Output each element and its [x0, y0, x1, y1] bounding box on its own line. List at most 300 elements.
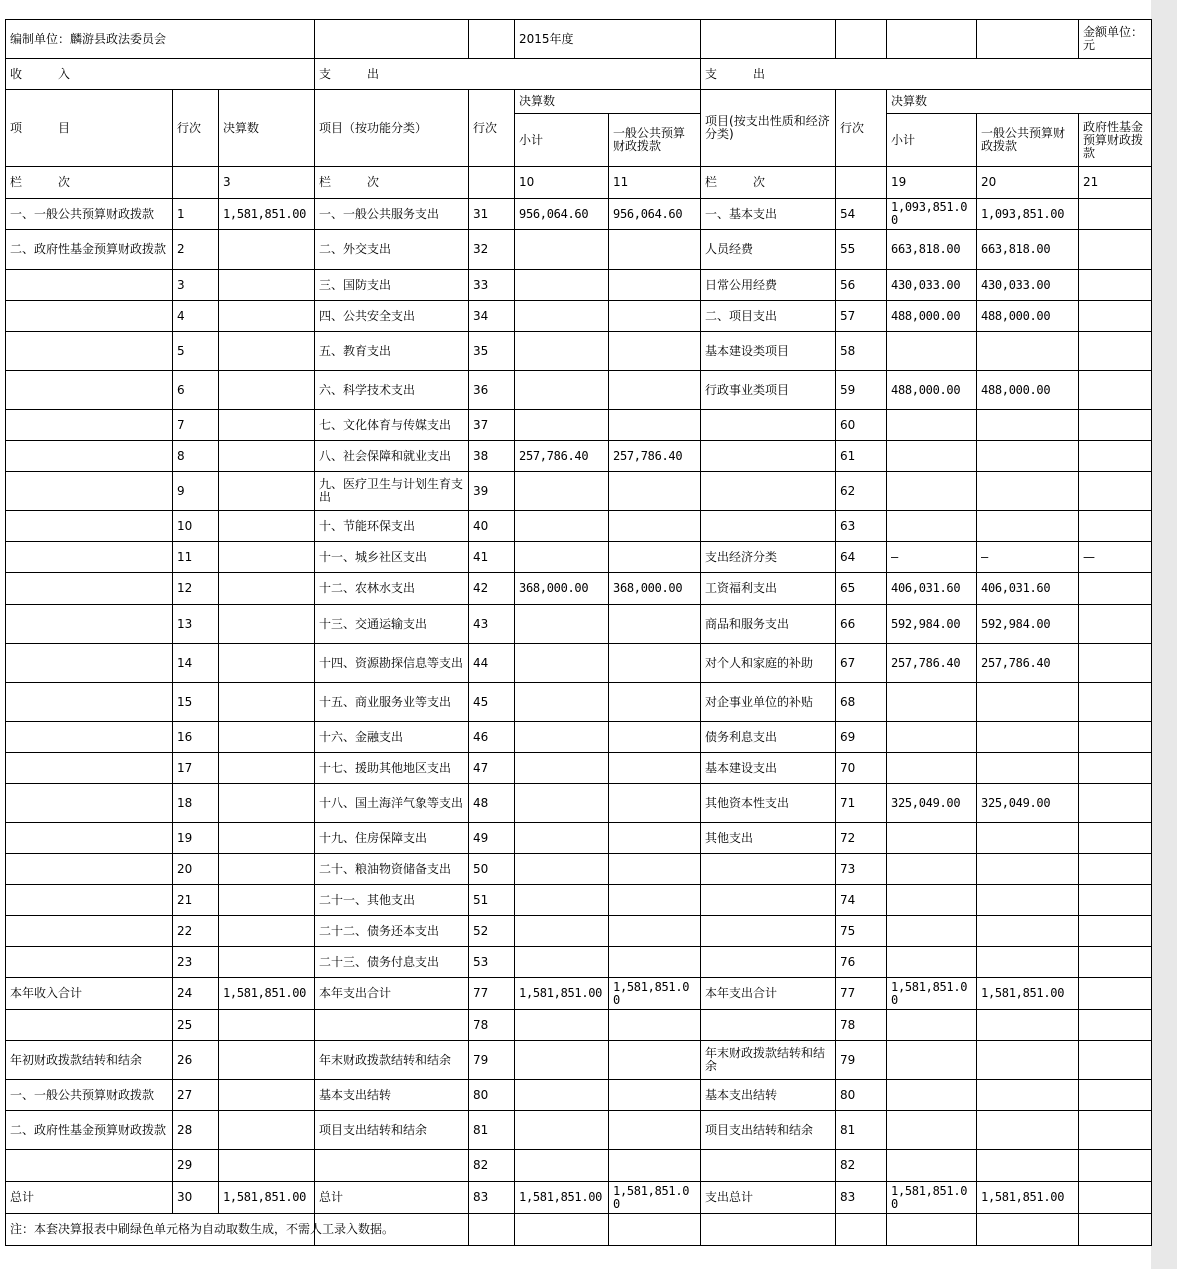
table-row	[6, 410, 1152, 441]
cell-c	[219, 605, 315, 644]
cell-j	[887, 332, 977, 371]
cell-c	[219, 823, 315, 854]
cell-a	[6, 683, 173, 722]
cell-k	[977, 753, 1079, 784]
cell-a	[6, 410, 173, 441]
cell-f	[515, 916, 609, 947]
cell-i: 60	[836, 410, 887, 441]
cell-f	[515, 854, 609, 885]
cell-c	[219, 753, 315, 784]
cell-h: 工资福利支出	[701, 573, 836, 605]
cell-i: 57	[836, 301, 887, 332]
cell-c	[219, 916, 315, 947]
cell-l	[1079, 230, 1152, 270]
cell-l	[1079, 978, 1152, 1010]
cell-b: 1	[173, 199, 219, 230]
cell-j	[887, 472, 977, 511]
cell-c	[219, 230, 315, 270]
cell-g	[609, 753, 701, 784]
cell-g	[609, 542, 701, 573]
cell-b: 30	[173, 1182, 219, 1214]
cell-c	[219, 784, 315, 823]
cell-g: 956,064.60	[609, 199, 701, 230]
cell-l	[1079, 823, 1152, 854]
cell-k: 1,093,851.00	[977, 199, 1079, 230]
cell-i: 66	[836, 605, 887, 644]
header-row	[6, 20, 1152, 59]
cell-f	[515, 823, 609, 854]
note-text: 注：本套决算报表中刷绿色单元格为自动取数生成，不需人工录入数据。	[6, 1214, 315, 1246]
cell-f	[515, 1010, 609, 1041]
cell-d: 十五、商业服务业等支出	[315, 683, 469, 722]
cell-k: 257,786.40	[977, 644, 1079, 683]
cell-d: 七、文化体育与传媒支出	[315, 410, 469, 441]
cell-b: 26	[173, 1041, 219, 1080]
cell-g	[609, 270, 701, 301]
cell-d: 二、外交支出	[315, 230, 469, 270]
cell-g	[609, 1150, 701, 1182]
table-row	[6, 1010, 1152, 1041]
col-subtotal-3: 小计	[887, 114, 977, 167]
cell-d: 六、科学技术支出	[315, 371, 469, 410]
cell-l	[1079, 1150, 1152, 1182]
cell-i: 71	[836, 784, 887, 823]
cell-g	[609, 472, 701, 511]
cell-h: 基本支出结转	[701, 1080, 836, 1111]
cell-a	[6, 784, 173, 823]
cell-k	[977, 441, 1079, 472]
cell-h	[701, 854, 836, 885]
cell-b: 23	[173, 947, 219, 978]
cell-k	[977, 1150, 1079, 1182]
cell-d: 二十一、其他支出	[315, 885, 469, 916]
cell-e: 41	[469, 542, 515, 573]
cell-l	[1079, 916, 1152, 947]
cell-h: 债务利息支出	[701, 722, 836, 753]
cell-j	[887, 683, 977, 722]
cell-d: 十八、国土海洋气象等支出	[315, 784, 469, 823]
cell-c	[219, 301, 315, 332]
cell-a	[6, 511, 173, 542]
cell-i: 73	[836, 854, 887, 885]
cell-k	[977, 472, 1079, 511]
cell-g	[609, 511, 701, 542]
cell-j	[887, 947, 977, 978]
cell-d: 总计	[315, 1182, 469, 1214]
cell-f	[515, 472, 609, 511]
col-general-budget-3: 一般公共预算财政拨款	[977, 114, 1079, 167]
cell-e: 34	[469, 301, 515, 332]
cell-d: 基本支出结转	[315, 1080, 469, 1111]
cell-h: 年末财政拨款结转和结余	[701, 1041, 836, 1080]
cell-d: 十七、援助其他地区支出	[315, 753, 469, 784]
cell-a: 二、政府性基金预算财政拨款	[6, 1111, 173, 1150]
cell-l	[1079, 410, 1152, 441]
cell-h: 支出总计	[701, 1182, 836, 1214]
cell-j: 430,033.00	[887, 270, 977, 301]
col-final-2: 决算数	[515, 90, 701, 114]
cell-d: 二十二、债务还本支出	[315, 916, 469, 947]
col-line: 行次	[173, 90, 219, 167]
cell-a	[6, 1150, 173, 1182]
cell-a	[6, 1010, 173, 1041]
cell-c	[219, 854, 315, 885]
cell-h: 商品和服务支出	[701, 605, 836, 644]
cell-b: 8	[173, 441, 219, 472]
cell-b: 11	[173, 542, 219, 573]
cell-c	[219, 270, 315, 301]
cell-h: 日常公用经费	[701, 270, 836, 301]
cell-j	[887, 1041, 977, 1080]
cell-b: 2	[173, 230, 219, 270]
cell-k	[977, 410, 1079, 441]
table-row	[6, 441, 1152, 472]
cell-d: 十九、住房保障支出	[315, 823, 469, 854]
cell-e: 82	[469, 1150, 515, 1182]
cell-h: 人员经费	[701, 230, 836, 270]
cell-e: 40	[469, 511, 515, 542]
cell-h: 项目支出结转和结余	[701, 1111, 836, 1150]
cell-i: 77	[836, 978, 887, 1010]
cell-k: —	[977, 542, 1079, 573]
table-row	[6, 1041, 1152, 1080]
table-row	[6, 542, 1152, 573]
cell-l	[1079, 301, 1152, 332]
cell-k: 406,031.60	[977, 573, 1079, 605]
cell-j	[887, 441, 977, 472]
cell-j	[887, 916, 977, 947]
cell-e: 42	[469, 573, 515, 605]
cell-e: 33	[469, 270, 515, 301]
cell-g	[609, 371, 701, 410]
section-row	[6, 59, 1152, 90]
cell-f	[515, 270, 609, 301]
cell-l	[1079, 644, 1152, 683]
cell-c	[219, 644, 315, 683]
cell-g	[609, 1041, 701, 1080]
cell-g	[609, 1010, 701, 1041]
cell-e: 77	[469, 978, 515, 1010]
cell-i: 70	[836, 753, 887, 784]
column-number-row: 栏 次 3 栏 次 10 11 栏 次 19 20 21	[6, 167, 1152, 199]
col-fund-budget-3: 政府性基金预算财政拨款	[1079, 114, 1152, 167]
cell-h: 行政事业类项目	[701, 371, 836, 410]
cell-d: 二十、粮油物资储备支出	[315, 854, 469, 885]
cell-h	[701, 441, 836, 472]
cell-k: 663,818.00	[977, 230, 1079, 270]
cell-e: 39	[469, 472, 515, 511]
cell-i: 54	[836, 199, 887, 230]
amount-unit-label: 金额单位：元	[1079, 20, 1152, 59]
cell-i: 82	[836, 1150, 887, 1182]
cell-b: 27	[173, 1080, 219, 1111]
col-item-econ: 项目(按支出性质和经济分类)	[701, 90, 836, 167]
cell-e: 45	[469, 683, 515, 722]
cell-f: 257,786.40	[515, 441, 609, 472]
cell-b: 25	[173, 1010, 219, 1041]
income-section-title: 收 入	[6, 59, 315, 90]
cell-i: 83	[836, 1182, 887, 1214]
cell-h: 对个人和家庭的补助	[701, 644, 836, 683]
cell-f	[515, 683, 609, 722]
cell-h: 支出经济分类	[701, 542, 836, 573]
cell-e: 50	[469, 854, 515, 885]
cell-c	[219, 511, 315, 542]
cell-e: 83	[469, 1182, 515, 1214]
cell-c	[219, 1041, 315, 1080]
cell-i: 65	[836, 573, 887, 605]
cell-i: 78	[836, 1010, 887, 1041]
cell-l	[1079, 573, 1152, 605]
cell-k: 430,033.00	[977, 270, 1079, 301]
cell-i: 64	[836, 542, 887, 573]
cell-c	[219, 885, 315, 916]
cell-k	[977, 916, 1079, 947]
cell-f	[515, 605, 609, 644]
cell-b: 3	[173, 270, 219, 301]
cell-l	[1079, 947, 1152, 978]
cell-k: 488,000.00	[977, 371, 1079, 410]
cell-f	[515, 644, 609, 683]
cell-d: 十、节能环保支出	[315, 511, 469, 542]
cell-g: 1,581,851.00	[609, 978, 701, 1010]
cell-l	[1079, 472, 1152, 511]
table-row	[6, 1150, 1152, 1182]
cell-l	[1079, 854, 1152, 885]
cell-d: 三、国防支出	[315, 270, 469, 301]
cell-a: 一、一般公共预算财政拨款	[6, 1080, 173, 1111]
col-subtotal: 小计	[515, 114, 609, 167]
cell-j: 325,049.00	[887, 784, 977, 823]
cell-l	[1079, 511, 1152, 542]
cell-c	[219, 1080, 315, 1111]
note-row	[6, 1214, 1152, 1246]
cell-j: 1,581,851.00	[887, 1182, 977, 1214]
cell-j: 663,818.00	[887, 230, 977, 270]
col-line-2: 行次	[469, 90, 515, 167]
cell-k	[977, 854, 1079, 885]
cell-b: 7	[173, 410, 219, 441]
cell-j: 1,093,851.00	[887, 199, 977, 230]
cell-k	[977, 1010, 1079, 1041]
cell-d	[315, 1150, 469, 1182]
cell-e: 48	[469, 784, 515, 823]
table-row	[6, 916, 1152, 947]
cell-b: 10	[173, 511, 219, 542]
cell-i: 55	[836, 230, 887, 270]
cell-g	[609, 332, 701, 371]
cell-i: 68	[836, 683, 887, 722]
cell-g: 368,000.00	[609, 573, 701, 605]
cell-a: 本年收入合计	[6, 978, 173, 1010]
cell-f	[515, 784, 609, 823]
cell-l	[1079, 270, 1152, 301]
cell-f	[515, 753, 609, 784]
cell-j	[887, 1080, 977, 1111]
cell-f	[515, 542, 609, 573]
cell-i: 79	[836, 1041, 887, 1080]
cell-d: 九、医疗卫生与计划生育支出	[315, 472, 469, 511]
final-accounts-table	[5, 19, 1152, 1246]
col-item: 项 目	[6, 90, 173, 167]
table-row	[6, 823, 1152, 854]
cell-b: 24	[173, 978, 219, 1010]
cell-a	[6, 301, 173, 332]
cell-c	[219, 722, 315, 753]
cell-c	[219, 332, 315, 371]
cell-l	[1079, 371, 1152, 410]
cell-f	[515, 410, 609, 441]
cell-j: 592,984.00	[887, 605, 977, 644]
cell-e: 78	[469, 1010, 515, 1041]
cell-i: 58	[836, 332, 887, 371]
table-row	[6, 1111, 1152, 1150]
cell-h: 对企事业单位的补贴	[701, 683, 836, 722]
cell-c: 1,581,851.00	[219, 1182, 315, 1214]
cell-k	[977, 823, 1079, 854]
cell-h: 本年支出合计	[701, 978, 836, 1010]
table-row	[6, 332, 1152, 371]
year-label: 2015年度	[515, 20, 701, 59]
cell-i: 81	[836, 1111, 887, 1150]
cell-d: 二十三、债务付息支出	[315, 947, 469, 978]
table-row	[6, 472, 1152, 511]
cell-h	[701, 511, 836, 542]
cell-g	[609, 722, 701, 753]
cell-g	[609, 916, 701, 947]
cell-b: 19	[173, 823, 219, 854]
table-row	[6, 605, 1152, 644]
cell-h: 基本建设支出	[701, 753, 836, 784]
cell-g: 1,581,851.00	[609, 1182, 701, 1214]
cell-d: 项目支出结转和结余	[315, 1111, 469, 1150]
table-row	[6, 784, 1152, 823]
cell-f	[515, 1150, 609, 1182]
cell-a	[6, 644, 173, 683]
cell-e: 36	[469, 371, 515, 410]
table-row	[6, 511, 1152, 542]
col-line-3: 行次	[836, 90, 887, 167]
cell-c: 1,581,851.00	[219, 199, 315, 230]
cell-k	[977, 885, 1079, 916]
cell-i: 62	[836, 472, 887, 511]
cell-i: 56	[836, 270, 887, 301]
cell-c	[219, 542, 315, 573]
cell-c	[219, 410, 315, 441]
cell-a	[6, 441, 173, 472]
cell-e: 31	[469, 199, 515, 230]
cell-l	[1079, 1080, 1152, 1111]
cell-f	[515, 371, 609, 410]
cell-a: 总计	[6, 1182, 173, 1214]
cell-f: 1,581,851.00	[515, 1182, 609, 1214]
cell-j	[887, 410, 977, 441]
cell-j	[887, 1150, 977, 1182]
cell-j: 488,000.00	[887, 301, 977, 332]
cell-k: 592,984.00	[977, 605, 1079, 644]
cell-k: 488,000.00	[977, 301, 1079, 332]
cell-b: 22	[173, 916, 219, 947]
cell-e: 49	[469, 823, 515, 854]
table-row	[6, 854, 1152, 885]
cell-b: 21	[173, 885, 219, 916]
cell-e: 81	[469, 1111, 515, 1150]
cell-b: 6	[173, 371, 219, 410]
cell-k	[977, 1080, 1079, 1111]
cell-k	[977, 947, 1079, 978]
cell-g: 257,786.40	[609, 441, 701, 472]
cell-l	[1079, 332, 1152, 371]
cell-a	[6, 472, 173, 511]
cell-j	[887, 722, 977, 753]
cell-k	[977, 511, 1079, 542]
cell-d: 一、一般公共服务支出	[315, 199, 469, 230]
cell-b: 29	[173, 1150, 219, 1182]
cell-h	[701, 410, 836, 441]
cell-d: 十六、金融支出	[315, 722, 469, 753]
cell-c	[219, 1010, 315, 1041]
cell-a: 年初财政拨款结转和结余	[6, 1041, 173, 1080]
column-header-row-1	[6, 90, 1152, 114]
cell-f	[515, 722, 609, 753]
cell-k	[977, 683, 1079, 722]
table-row	[6, 371, 1152, 410]
table-row	[6, 1080, 1152, 1111]
cell-k	[977, 1111, 1079, 1150]
cell-f: 368,000.00	[515, 573, 609, 605]
cell-f	[515, 885, 609, 916]
cell-g	[609, 230, 701, 270]
col-item-func: 项目（按功能分类）	[315, 90, 469, 167]
cell-j	[887, 753, 977, 784]
cell-f	[515, 230, 609, 270]
cell-i: 75	[836, 916, 887, 947]
cell-h: 其他资本性支出	[701, 784, 836, 823]
cell-a	[6, 854, 173, 885]
cell-d: 五、教育支出	[315, 332, 469, 371]
cell-a	[6, 332, 173, 371]
cell-l	[1079, 1182, 1152, 1214]
cell-e: 35	[469, 332, 515, 371]
table-row	[6, 573, 1152, 605]
cell-d	[315, 1010, 469, 1041]
cell-e: 43	[469, 605, 515, 644]
cell-i: 72	[836, 823, 887, 854]
cell-h	[701, 472, 836, 511]
cell-h: 其他支出	[701, 823, 836, 854]
cell-a	[6, 573, 173, 605]
cell-a	[6, 947, 173, 978]
cell-k	[977, 722, 1079, 753]
cell-a	[6, 885, 173, 916]
cell-a	[6, 753, 173, 784]
expense-econ-section-title: 支 出	[701, 59, 1152, 90]
cell-h	[701, 916, 836, 947]
cell-j: —	[887, 542, 977, 573]
cell-a: 一、一般公共预算财政拨款	[6, 199, 173, 230]
cell-a: 二、政府性基金预算财政拨款	[6, 230, 173, 270]
cell-a	[6, 722, 173, 753]
cell-l	[1079, 784, 1152, 823]
table-row	[6, 1182, 1152, 1214]
cell-a	[6, 605, 173, 644]
cell-k	[977, 1041, 1079, 1080]
cell-e: 51	[469, 885, 515, 916]
cell-b: 12	[173, 573, 219, 605]
cell-c	[219, 472, 315, 511]
cell-a	[6, 916, 173, 947]
cell-a	[6, 823, 173, 854]
